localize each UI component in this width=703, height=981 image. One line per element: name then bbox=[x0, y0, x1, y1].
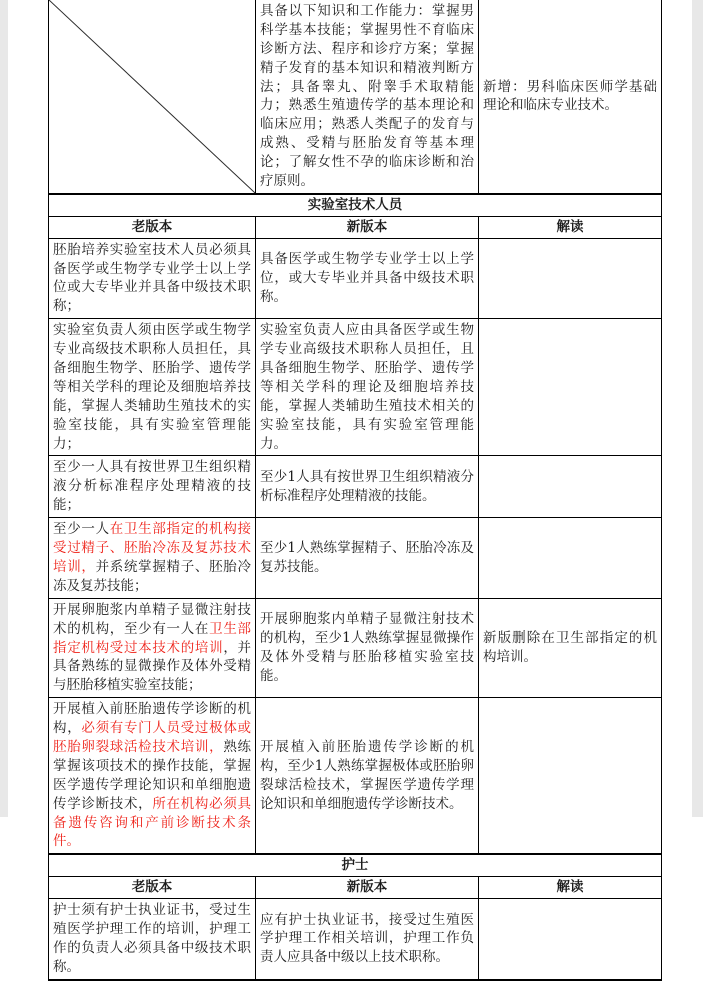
new-version-cell: 具备医学或生物学专业学士以上学位，或大专毕业并具备中级技术职称。 bbox=[256, 238, 479, 319]
empty-diagonal-cell bbox=[49, 0, 256, 194]
table-row bbox=[49, 319, 662, 456]
table-row bbox=[49, 194, 662, 216]
interpretation-cell bbox=[479, 456, 662, 518]
old-version-cell bbox=[49, 698, 256, 855]
col-header-interpretation: 解读 bbox=[479, 216, 662, 238]
new-version-cell: 应有护士执业证书，接受过生殖医学护理工作相关培训，护理工作负责人应具备中级以上技术职称。 bbox=[256, 899, 479, 980]
table-row bbox=[49, 877, 662, 899]
new-version-cell: 具备以下知识和工作能力：掌握男科学基本技能；掌握男性不育临床诊断方法、程序和诊疗方案；掌握精子发育的基本知识和精液判断方法；具备睾丸、附睾手术取精能力；熟悉生殖遗传学的基本理论和临床应用；熟悉人类配子的发育与成熟、受精与胚胎发育等基本理论；了解女性不孕的临床诊断和治疗原则。 bbox=[256, 0, 479, 194]
clause-text: 护士须有护士执业证书，受过生殖医学护理工作的培训，护理工作的负责人必须具备中级技术职称。 bbox=[53, 902, 251, 975]
comparison-table bbox=[48, 0, 662, 981]
old-version-cell bbox=[49, 319, 256, 456]
clause-text: ，并具备熟练的显微操作及体外受精与胚胎移植实验室技能； bbox=[53, 639, 252, 694]
clause-text: 实验室负责人须由医学或生物学专业高级技术职称人员担任，具备细胞生物学、胚胎学、遗传学等相关学科的理论及细胞培养技能，掌握人类辅助生殖技术的实验室技能，具有实验室管理能力； bbox=[53, 322, 251, 452]
page-left-margin bbox=[0, 0, 8, 817]
clause-text: 开展植入前胚胎遗传学诊断的机构， bbox=[53, 701, 251, 737]
table-row bbox=[49, 598, 662, 697]
new-version-cell: 实验室负责人应由具备医学或生物学专业高级技术职称人员担任，且具备细胞生物学、胚胎学、遗传学等相关学科的理论及细胞培养技能，掌握人类辅助生殖技术相关的实验室技能，具有实验室管理能力。 bbox=[256, 319, 479, 456]
diagonal-line-icon bbox=[49, 0, 255, 193]
table-row bbox=[49, 456, 662, 518]
interpretation-cell: 新增：男科临床医师学基础理论和临床专业技术。 bbox=[479, 0, 662, 194]
col-header-old-version: 老版本 bbox=[49, 877, 256, 899]
table-row bbox=[49, 0, 662, 194]
clause-text: 胚胎培养实验室技术人员必须具备医学或生物学专业学士以上学位或大专毕业并具备中级技术职称； bbox=[53, 241, 251, 315]
new-version-cell: 开展植入前胚胎遗传学诊断的机构，至少1人熟练掌握极体或胚胎卵裂球活检技术，掌握医学遗传学理论知识和单细胞遗传学诊断技术。 bbox=[256, 698, 479, 855]
old-version-cell bbox=[49, 456, 256, 518]
section-title-nurse: 护士 bbox=[49, 854, 662, 876]
interpretation-cell: 新版删除在卫生部指定的机构培训。 bbox=[479, 598, 662, 697]
clause-text: 至少一人 bbox=[53, 521, 110, 538]
new-version-cell: 至少1人具有按世界卫生组织精液分析标准程序处理精液的技能。 bbox=[256, 456, 479, 518]
interpretation-cell bbox=[479, 518, 662, 599]
deleted-clause-text: 必须有专门人员受过极体或胚胎卵裂球活检技术培训， bbox=[53, 720, 252, 755]
table-row bbox=[49, 698, 662, 855]
deleted-clause-text: 在卫生部指定的机构接受过精子、胚胎冷冻及复苏技术培训， bbox=[53, 521, 252, 575]
new-version-cell: 开展卵胞浆内单精子显微注射技术的机构，至少1人熟练掌握显微操作及体外受精与胚胎移植实验室技能。 bbox=[256, 598, 479, 697]
page-right-margin bbox=[692, 0, 703, 817]
interpretation-cell bbox=[479, 899, 662, 980]
deleted-clause-text: 所在机构必须具备遗传咨询和产前诊断技术条件。 bbox=[53, 795, 252, 850]
table-row bbox=[49, 238, 662, 319]
table-row bbox=[49, 216, 662, 238]
table-row bbox=[49, 854, 662, 876]
clause-text: 熟练掌握该项技术的操作技能，掌握医学遗传学理论知识和单细胞遗传学诊断技术， bbox=[53, 738, 252, 812]
col-header-old-version: 老版本 bbox=[49, 216, 256, 238]
old-version-cell bbox=[49, 518, 256, 599]
interpretation-cell bbox=[479, 698, 662, 855]
old-version-cell bbox=[49, 598, 256, 697]
clause-text: 至少一人具有按世界卫生组织精液分析标准程序处理精液的技能； bbox=[53, 459, 251, 514]
interpretation-cell bbox=[479, 238, 662, 319]
table-row bbox=[49, 899, 662, 980]
new-version-cell: 至少1人熟练掌握精子、胚胎冷冻及复苏技能。 bbox=[256, 518, 479, 599]
col-header-new-version: 新版本 bbox=[256, 877, 479, 899]
col-header-new-version: 新版本 bbox=[256, 216, 479, 238]
deleted-clause-text: 卫生部指定机构受过本技术的培训 bbox=[53, 620, 252, 656]
col-header-interpretation: 解读 bbox=[479, 877, 662, 899]
clause-text: 开展卵胞浆内单精子显微注射技术的机构，至少有一人在 bbox=[53, 601, 251, 637]
old-version-cell bbox=[49, 238, 256, 319]
section-title-lab-staff: 实验室技术人员 bbox=[49, 194, 662, 216]
old-version-cell bbox=[49, 899, 256, 980]
interpretation-cell bbox=[479, 319, 662, 456]
table-row bbox=[49, 518, 662, 599]
clause-text: 并系统掌握精子、胚胎冷冻及复苏技能； bbox=[53, 558, 252, 594]
